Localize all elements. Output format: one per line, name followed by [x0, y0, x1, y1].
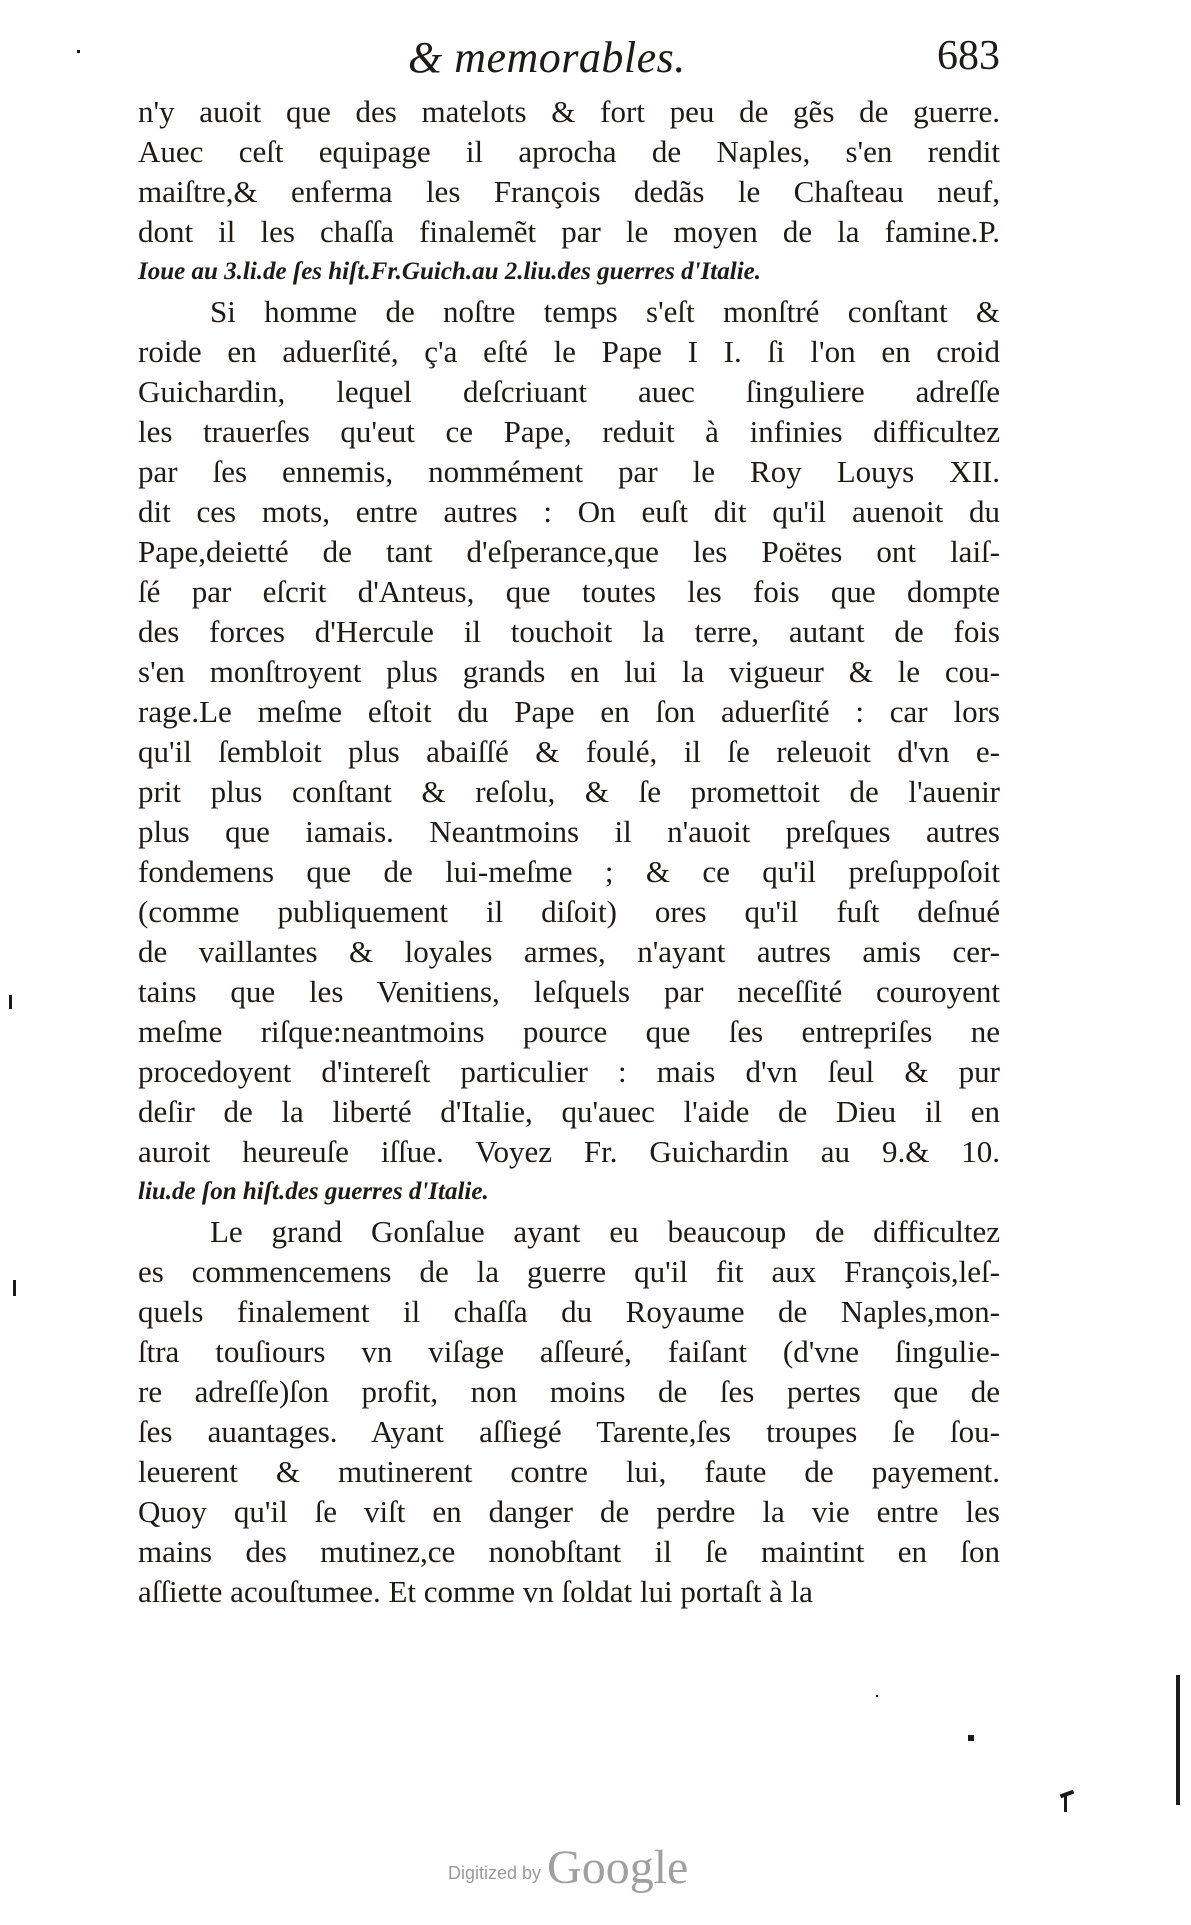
scan-speck	[1060, 1790, 1075, 1799]
text-line: les trauerſes qu'eut ce Pape, reduit à infinies difficultez	[138, 414, 1000, 449]
text-line: maiſtre,& enferma les François dedãs le Chaſteau neuf,	[138, 174, 1000, 209]
paragraph-start-line: Le grand Gonſalue ayant eu beaucoup de difficultez	[210, 1214, 1000, 1249]
scan-speck	[77, 50, 80, 53]
text-line: qu'il ſembloit plus abaiſſé & foulé, il ſe releuoit d'vn e-	[138, 734, 1000, 769]
text-line: rage.Le meſme eſtoit du Pape en ſon aduerſité : car lors	[138, 694, 1000, 729]
text-line: dit ces mots, entre autres : On euſt dit qu'il auenoit du	[138, 494, 1000, 529]
text-line: ſes auantages. Ayant aſſiegé Tarente,ſes troupes ſe ſou-	[138, 1414, 1000, 1449]
citation-line: Ioue au 3.li.de ſes hiſt.Fr.Guich.au 2.liu.des guerres d'Italie.	[138, 258, 761, 285]
text-line: mains des mutinez,ce nonobſtant il ſe maintint en ſon	[138, 1534, 1000, 1569]
text-line: (comme publiquement il diſoit) ores qu'il fuſt deſnué	[138, 894, 1000, 929]
text-line: tains que les Venitiens, leſquels par neceſſité couroyent	[138, 974, 1000, 1009]
text-line: es commencemens de la guerre qu'il fit aux François,leſ-	[138, 1254, 1000, 1289]
text-line: ſé par eſcrit d'Anteus, que toutes les fois que dompte	[138, 574, 1000, 609]
text-line: roide en aduerſité, ç'a eſté le Pape I I. ſi l'on en croid	[138, 334, 1000, 369]
text-line: re adreſſe)ſon profit, non moins de ſes pertes que de	[138, 1374, 1000, 1409]
text-line: prit plus conſtant & reſolu, & ſe promettoit de l'auenir	[138, 774, 1000, 809]
google-logo: Google	[547, 1841, 689, 1894]
scan-speck	[968, 1735, 974, 1741]
paragraph-start-line: Si homme de noſtre temps s'eſt monſtré conſtant &	[210, 294, 1000, 329]
digitized-by-label: Digitized by	[448, 1863, 542, 1883]
text-line: auroit heureuſe iſſue. Voyez Fr. Guichardin au 9.& 10.	[138, 1134, 1000, 1169]
text-line: des forces d'Hercule il touchoit la terre, autant de fois	[138, 614, 1000, 649]
text-line: dont il les chaſſa finalemẽt par le moyen de la famine.P.	[138, 214, 1000, 249]
scan-speck	[1064, 1796, 1067, 1812]
page-header	[140, 32, 1000, 92]
scan-speck	[1176, 1675, 1180, 1805]
text-line: meſme riſque:neantmoins pource que ſes entrepriſes ne	[138, 1014, 1000, 1049]
scan-speck	[876, 1695, 878, 1697]
body-text	[138, 92, 1000, 1612]
scan-speck	[13, 1280, 16, 1296]
running-title: & memorables.	[408, 33, 686, 82]
text-line: n'y auoit que des matelots & fort peu de gẽs de guerre.	[138, 94, 1000, 129]
text-line: Pape,deietté de tant d'eſperance,que les Poëtes ont laiſ-	[138, 534, 1000, 569]
text-line: aſſiette acouſtumee. Et comme vn ſoldat lui portaſt à la	[138, 1574, 813, 1609]
text-line: leuerent & mutinerent contre lui, faute de payement.	[138, 1454, 1000, 1489]
text-line: fondemens que de lui-meſme ; & ce qu'il preſuppoſoit	[138, 854, 1000, 889]
text-line: procedoyent d'intereſt particulier : mais d'vn ſeul & pur	[138, 1054, 1000, 1089]
scan-speck	[9, 995, 12, 1009]
text-line: ſtra touſiours vn viſage aſſeuré, faiſant (d'vne ſingulie-	[138, 1334, 1000, 1369]
citation-line: liu.de ſon hiſt.des guerres d'Italie.	[138, 1178, 489, 1205]
text-line: Guichardin, lequel deſcriuant auec ſinguliere adreſſe	[138, 374, 1000, 409]
text-line: s'en monſtroyent plus grands en lui la vigueur & le cou-	[138, 654, 1000, 689]
digitization-stamp	[448, 1840, 688, 1895]
text-line: par ſes ennemis, nommément par le Roy Louys XII.	[138, 454, 1000, 489]
text-line: Quoy qu'il ſe viſt en danger de perdre la vie entre les	[138, 1494, 1000, 1529]
text-line: quels finalement il chaſſa du Royaume de Naples,mon-	[138, 1294, 1000, 1329]
text-line: plus que iamais. Neantmoins il n'auoit preſques autres	[138, 814, 1000, 849]
text-line: de vaillantes & loyales armes, n'ayant autres amis cer-	[138, 934, 1000, 969]
page-number: 683	[937, 33, 1000, 79]
text-line: deſir de la liberté d'Italie, qu'auec l'aide de Dieu il en	[138, 1094, 1000, 1129]
text-line: Auec ceſt equipage il aprocha de Naples, s'en rendit	[138, 134, 1000, 169]
